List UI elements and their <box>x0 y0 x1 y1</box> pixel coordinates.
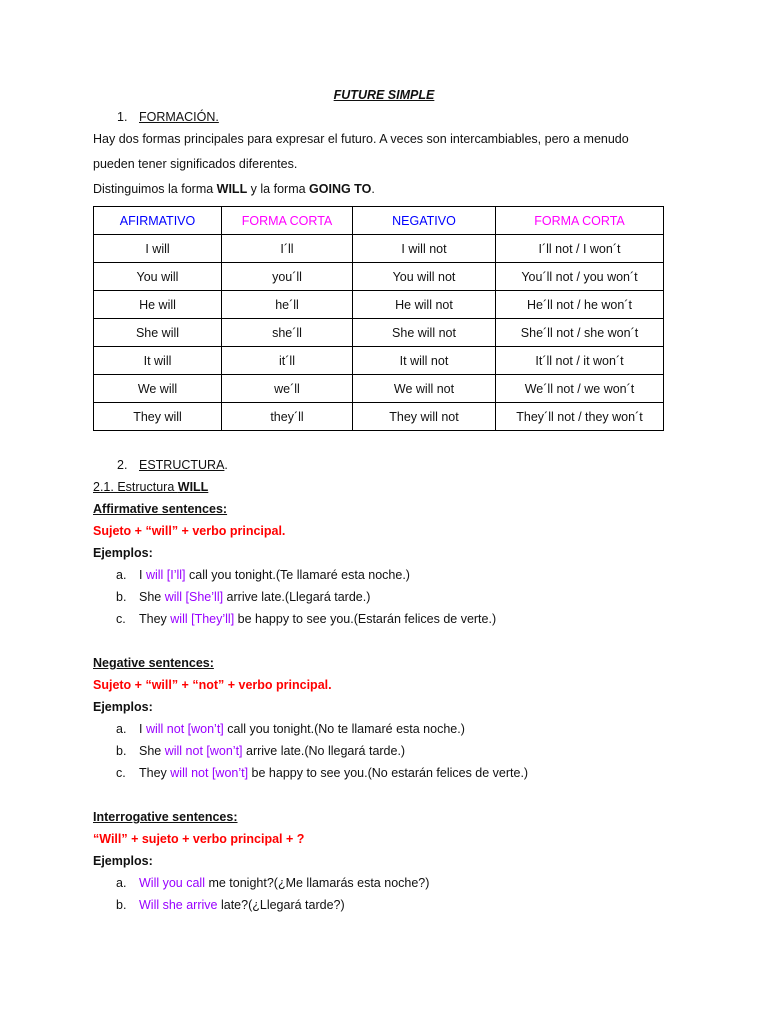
table-cell: he´ll <box>222 291 353 319</box>
table-cell: It will not <box>353 347 496 375</box>
distinction-prefix: Distinguimos la forma <box>93 182 217 196</box>
subsection-prefix: 2.1. Estructura <box>93 480 178 494</box>
example-subject: She <box>139 590 165 604</box>
table-cell: They will not <box>353 403 496 431</box>
list-marker: b. <box>116 744 127 758</box>
subsection-will: WILL <box>177 480 209 494</box>
table-cell: He´ll not / he won´t <box>496 291 664 319</box>
table-row <box>94 403 664 431</box>
list-marker: a. <box>116 722 127 736</box>
list-item <box>139 766 528 780</box>
negative-examples-label: Ejemplos: <box>93 700 153 714</box>
distinction-end: . <box>371 182 375 196</box>
affirmative-examples-label: Ejemplos: <box>93 546 153 560</box>
table-cell: It´ll not / it won´t <box>496 347 664 375</box>
negative-formula: Sujeto + “will” + “not” + verbo principal. <box>93 678 332 692</box>
conjugation-table <box>93 206 664 431</box>
example-subject: They <box>139 766 171 780</box>
table-cell: it´ll <box>222 347 353 375</box>
table-cell: they´ll <box>222 403 353 431</box>
table-cell: I will <box>94 235 222 263</box>
subsection-heading <box>93 480 208 494</box>
document-title: FUTURE SIMPLE <box>333 88 435 102</box>
example-rest: be happy to see you.(Estarán felices de verte.) <box>234 612 497 626</box>
distinction-line <box>93 182 375 196</box>
table-cell: She´ll not / she won´t <box>496 319 664 347</box>
section2-heading: ESTRUCTURA <box>139 458 225 472</box>
list-item <box>139 612 496 626</box>
list-item <box>139 568 410 582</box>
table-cell: They´ll not / they won´t <box>496 403 664 431</box>
table-cell: we´ll <box>222 375 353 403</box>
example-rest: late?(¿Llegará tarde?) <box>217 898 345 912</box>
table-cell: You´ll not / you won´t <box>496 263 664 291</box>
table-cell: you´ll <box>222 263 353 291</box>
affirmative-formula: Sujeto + “will” + verbo principal. <box>93 524 286 538</box>
example-rest: arrive late.(No llegará tarde.) <box>242 744 406 758</box>
example-highlight: will [She’ll] <box>164 590 224 604</box>
table-cell: It will <box>94 347 222 375</box>
distinction-going-to: GOING TO <box>309 182 372 196</box>
example-highlight: will not [won’t] <box>164 744 243 758</box>
table-header-cell: NEGATIVO <box>353 207 496 235</box>
intro-paragraph-line1: Hay dos formas principales para expresar el futuro. A veces son intercambiables, pero a menudo <box>93 132 629 146</box>
list-item <box>139 898 345 912</box>
example-subject: I <box>139 722 146 736</box>
interrogative-formula: “Will” + sujeto + verbo principal + ? <box>93 832 305 846</box>
table-header-cell: FORMA CORTA <box>222 207 353 235</box>
table-cell: They will <box>94 403 222 431</box>
example-rest: be happy to see you.(No estarán felices de verte.) <box>248 766 529 780</box>
table-cell: He will not <box>353 291 496 319</box>
table-row <box>94 235 664 263</box>
distinction-mid: y la forma <box>247 182 310 196</box>
list-marker: c. <box>116 612 126 626</box>
section2-heading-end: . <box>224 458 228 472</box>
table-cell: You will not <box>353 263 496 291</box>
negative-heading: Negative sentences: <box>93 656 214 670</box>
example-subject: They <box>139 612 171 626</box>
example-highlight: will [I’ll] <box>145 568 186 582</box>
list-marker: c. <box>116 766 126 780</box>
table-cell: I´ll not / I won´t <box>496 235 664 263</box>
interrogative-examples-label: Ejemplos: <box>93 854 153 868</box>
affirmative-heading: Affirmative sentences: <box>93 502 228 516</box>
table-cell: We will <box>94 375 222 403</box>
table-row <box>94 347 664 375</box>
list-item <box>139 876 429 890</box>
table-cell: she´ll <box>222 319 353 347</box>
table-cell: We´ll not / we won´t <box>496 375 664 403</box>
example-subject: I <box>139 568 146 582</box>
example-rest: call you tonight.(No te llamaré esta noche.) <box>223 722 465 736</box>
example-highlight: will not [won’t] <box>170 766 249 780</box>
interrogative-heading: Interrogative sentences: <box>93 810 238 824</box>
example-rest: arrive late.(Llegará tarde.) <box>223 590 371 604</box>
table-cell: You will <box>94 263 222 291</box>
list-item <box>139 744 405 758</box>
example-highlight: Will you call <box>139 876 205 890</box>
list-marker: b. <box>116 898 127 912</box>
intro-paragraph-line2: pueden tener significados diferentes. <box>93 157 298 171</box>
table-row <box>94 263 664 291</box>
table-header-cell: FORMA CORTA <box>496 207 664 235</box>
section2-heading-wrap <box>139 458 228 472</box>
table-cell: She will <box>94 319 222 347</box>
section1-heading: FORMACIÓN. <box>139 110 219 124</box>
list-marker: a. <box>116 568 127 582</box>
list-item <box>139 590 370 604</box>
table-cell: He will <box>94 291 222 319</box>
section2-number: 2. <box>117 458 128 472</box>
example-highlight: will [They’ll] <box>170 612 235 626</box>
example-highlight: Will she arrive <box>139 898 218 912</box>
distinction-will: WILL <box>216 182 248 196</box>
list-item <box>139 722 465 736</box>
table-row <box>94 319 664 347</box>
table-row <box>94 291 664 319</box>
example-rest: call you tonight.(Te llamaré esta noche.) <box>185 568 410 582</box>
example-highlight: will not [won’t] <box>145 722 224 736</box>
list-marker: a. <box>116 876 127 890</box>
table-cell: She will not <box>353 319 496 347</box>
table-cell: I´ll <box>222 235 353 263</box>
list-marker: b. <box>116 590 127 604</box>
example-rest: me tonight?(¿Me llamarás esta noche?) <box>205 876 430 890</box>
table-header-row <box>94 207 664 235</box>
table-cell: We will not <box>353 375 496 403</box>
table-cell: I will not <box>353 235 496 263</box>
table-header-cell: AFIRMATIVO <box>94 207 222 235</box>
table-row <box>94 375 664 403</box>
example-subject: She <box>139 744 165 758</box>
section1-number: 1. <box>117 110 128 124</box>
